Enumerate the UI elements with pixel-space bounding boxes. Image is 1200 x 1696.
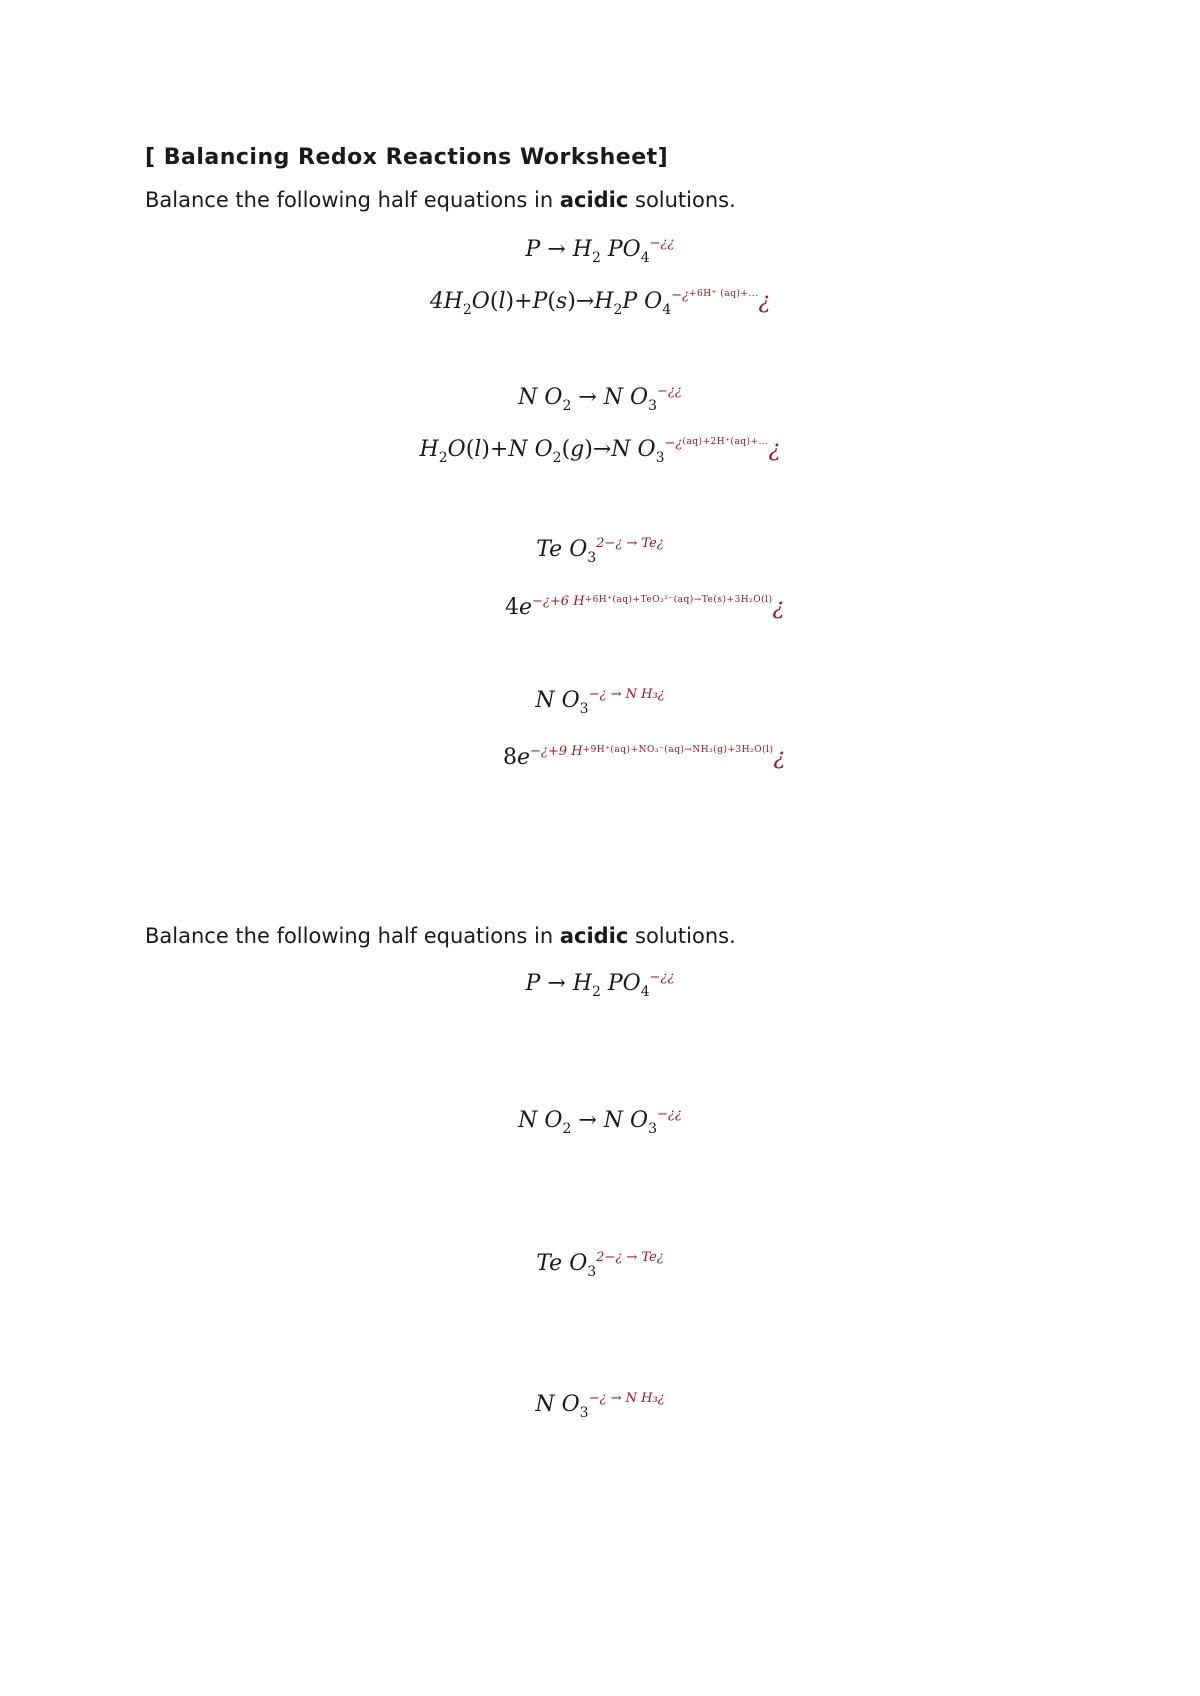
equation-1: $P \to H_2$ $PO_4^{-¿¿}$ <box>525 236 675 266</box>
instruction-text: solutions. <box>628 924 736 948</box>
equation-1-answer: $4H_2O(l)+P(s)\to H_2P$ $O_4^{-¿+6H^+ (aq)+...}¿$ <box>429 288 771 318</box>
answer-3-tail: +6H⁺(aq)+TeO₃²⁻(aq)→Te(s)+3H₂O(l) <box>584 595 773 605</box>
equation-4-answer: $8e^{-¿+9 H+9H^+(aq)+NO_3^-(aq)\to NH_3(g)+3H_2O(l)}¿$ <box>503 744 786 770</box>
instruction-text: Balance the following half equations in <box>145 924 560 948</box>
equation-1-blank: $P \to H_2$ $PO_4^{-¿¿}$ <box>525 970 675 1000</box>
equation-4: N $O_3^{-¿ \to N H_3¿}$ <box>535 687 665 717</box>
answer-2-tail: (aq)+2H⁺(aq)+... <box>682 437 769 447</box>
equation-2: N $O_2 \to N$ $O_3^{-¿¿}$ <box>518 384 682 414</box>
page-title: [ Balancing Redox Reactions Worksheet] <box>145 145 669 170</box>
answer-4-tail: +9H⁺(aq)+NO₃⁻(aq)→NH₃(g)+3H₂O(l) <box>582 745 774 755</box>
answer-1-tail: +6H⁺ (aq)+... <box>689 289 759 299</box>
instruction-text: solutions. <box>628 188 736 212</box>
instruction-text: Balance the following half equations in <box>145 188 560 212</box>
instruction-bold: acidic <box>559 188 629 212</box>
equation-4-blank: N $O_3^{-¿ \to N H_3¿}$ <box>535 1391 665 1421</box>
equation-3-blank: Te $O_3^{2-¿ \to Te¿}$ <box>536 1250 664 1280</box>
equation-3: Te $O_3^{2-¿ \to Te¿}$ <box>536 536 664 566</box>
instruction-bold: acidic <box>559 924 629 948</box>
instruction-1 <box>145 188 736 212</box>
equation-2-answer: $H_2O(l)+N$ $O_2(g)\to N$ $O_3^{-¿(aq)+2H^+(aq)+...}¿$ <box>419 436 781 466</box>
equation-3-answer: $4e^{-¿+6 H+6H^+(aq)+TeO_3^{2-}(aq)\to Te(s)+3H_2O(l)}¿$ <box>505 594 785 620</box>
instruction-2 <box>145 924 736 948</box>
equation-2-blank: N $O_2 \to N$ $O_3^{-¿¿}$ <box>518 1107 682 1137</box>
